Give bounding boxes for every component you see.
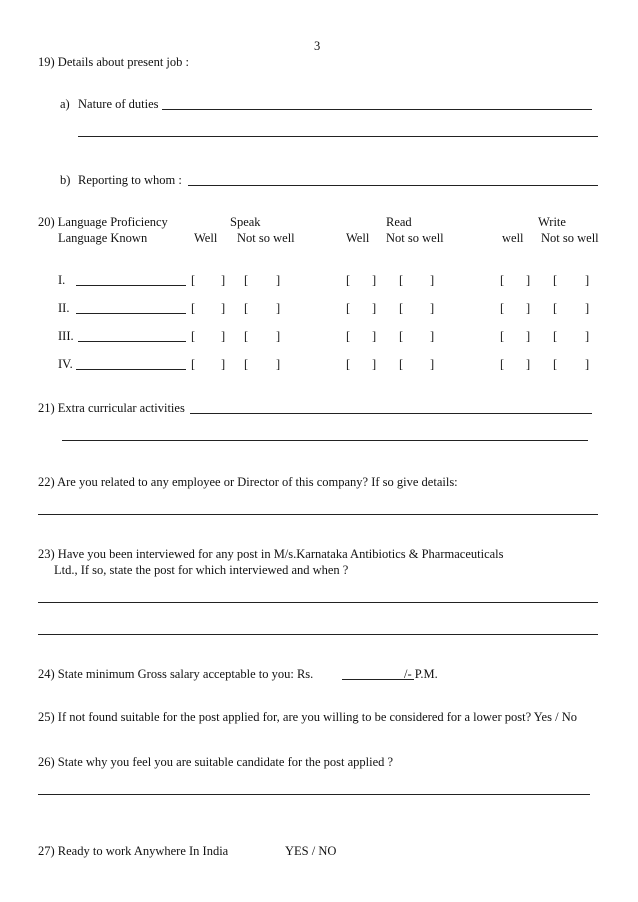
q19-b-text: Reporting to whom : [78, 173, 182, 187]
checkbox-bracket[interactable]: ] [221, 329, 226, 343]
q20-write-header: Write [538, 215, 566, 229]
speak-well-header: Well [194, 231, 218, 245]
checkbox-bracket[interactable]: ] [430, 273, 435, 287]
q24-suffix: /- P.M. [404, 667, 438, 681]
checkbox-bracket[interactable]: ] [221, 301, 226, 315]
q21-line-2[interactable] [62, 440, 588, 441]
checkbox-bracket[interactable]: [ [191, 301, 196, 315]
checkbox-bracket[interactable]: [ [346, 301, 351, 315]
checkbox-bracket[interactable]: [ [399, 329, 404, 343]
checkbox-bracket[interactable]: [ [346, 329, 351, 343]
checkbox-bracket[interactable]: [ [399, 301, 404, 315]
q20-speak-header: Speak [230, 215, 261, 229]
checkbox-bracket[interactable]: [ [500, 329, 505, 343]
checkbox-bracket[interactable]: [ [244, 301, 249, 315]
checkbox-bracket[interactable]: ] [526, 357, 531, 371]
checkbox-bracket[interactable]: ] [276, 329, 281, 343]
checkbox-bracket[interactable]: ] [526, 301, 531, 315]
checkbox-bracket[interactable]: ] [585, 357, 590, 371]
checkbox-bracket[interactable]: [ [500, 301, 505, 315]
q22-line[interactable] [38, 514, 598, 515]
q19-a-label: a) [60, 97, 70, 111]
language-name-line[interactable] [78, 341, 186, 342]
checkbox-bracket[interactable]: ] [430, 357, 435, 371]
q20-language-known: Language Known [58, 231, 148, 245]
checkbox-bracket[interactable]: ] [430, 329, 435, 343]
write-not-so-well-header: Not so well [541, 231, 599, 245]
checkbox-bracket[interactable]: [ [346, 357, 351, 371]
q26-line[interactable] [38, 794, 590, 795]
checkbox-bracket[interactable]: ] [585, 301, 590, 315]
q25-text: 25) If not found suitable for the post applied for, are you willing to be considered for a lower post? Yes / No [38, 710, 577, 724]
q23-answer-line[interactable] [38, 602, 598, 603]
q27-answer[interactable]: YES / NO [285, 844, 337, 858]
q19-a-line-2[interactable] [78, 136, 598, 137]
q19-a-text: Nature of duties [78, 97, 159, 111]
read-not-so-well-header: Not so well [386, 231, 444, 245]
checkbox-bracket[interactable]: ] [276, 301, 281, 315]
speak-not-so-well-header: Not so well [237, 231, 295, 245]
q23-answer-line-2[interactable] [38, 634, 598, 635]
q19-b-label: b) [60, 173, 71, 187]
q22-text: 22) Are you related to any employee or Director of this company? If so give details: [38, 475, 458, 489]
language-row-label: IV. [58, 357, 73, 371]
page-number: 3 [314, 39, 321, 53]
checkbox-bracket[interactable]: [ [244, 329, 249, 343]
checkbox-bracket[interactable]: [ [346, 273, 351, 287]
checkbox-bracket[interactable]: ] [585, 273, 590, 287]
checkbox-bracket[interactable]: ] [372, 301, 377, 315]
checkbox-bracket[interactable]: [ [553, 357, 558, 371]
checkbox-bracket[interactable]: [ [553, 329, 558, 343]
language-name-line[interactable] [76, 369, 186, 370]
q19-title: 19) Details about present job : [38, 55, 190, 69]
q27-text: 27) Ready to work Anywhere In India [38, 844, 229, 858]
q20-read-header: Read [386, 215, 412, 229]
checkbox-bracket[interactable]: [ [244, 273, 249, 287]
checkbox-bracket[interactable]: ] [276, 273, 281, 287]
q21-line[interactable] [190, 413, 592, 414]
q23-line1: 23) Have you been interviewed for any post in M/s.Karnataka Antibiotics & Pharmaceuticals [38, 547, 504, 561]
checkbox-bracket[interactable]: [ [191, 357, 196, 371]
language-row-label: II. [58, 301, 70, 315]
checkbox-bracket[interactable]: [ [399, 273, 404, 287]
checkbox-bracket[interactable]: ] [585, 329, 590, 343]
q26-text: 26) State why you feel you are suitable candidate for the post applied ? [38, 755, 394, 769]
checkbox-bracket[interactable]: ] [526, 273, 531, 287]
language-name-line[interactable] [76, 285, 186, 286]
checkbox-bracket[interactable]: ] [276, 357, 281, 371]
checkbox-bracket[interactable]: [ [244, 357, 249, 371]
checkbox-bracket[interactable]: ] [372, 329, 377, 343]
checkbox-bracket[interactable]: ] [372, 357, 377, 371]
checkbox-bracket[interactable]: ] [526, 329, 531, 343]
checkbox-bracket[interactable]: ] [221, 357, 226, 371]
checkbox-bracket[interactable]: ] [430, 301, 435, 315]
language-row-label: I. [58, 273, 66, 287]
checkbox-bracket[interactable]: ] [372, 273, 377, 287]
checkbox-bracket[interactable]: [ [553, 301, 558, 315]
language-name-line[interactable] [76, 313, 186, 314]
q20-title: 20) Language Proficiency [38, 215, 168, 229]
q23-line2: Ltd., If so, state the post for which interviewed and when ? [54, 563, 349, 577]
language-row-label: III. [58, 329, 74, 343]
checkbox-bracket[interactable]: [ [191, 273, 196, 287]
write-well-header: well [502, 231, 524, 245]
checkbox-bracket[interactable]: ] [221, 273, 226, 287]
q19-b-line[interactable] [188, 185, 598, 186]
checkbox-bracket[interactable]: [ [191, 329, 196, 343]
checkbox-bracket[interactable]: [ [500, 357, 505, 371]
checkbox-bracket[interactable]: [ [500, 273, 505, 287]
q19-a-line[interactable] [162, 109, 592, 110]
checkbox-bracket[interactable]: [ [553, 273, 558, 287]
q21-text: 21) Extra curricular activities [38, 401, 185, 415]
checkbox-bracket[interactable]: [ [399, 357, 404, 371]
read-well-header: Well [346, 231, 370, 245]
q24-prefix: 24) State minimum Gross salary acceptable to you: Rs. [38, 667, 314, 681]
